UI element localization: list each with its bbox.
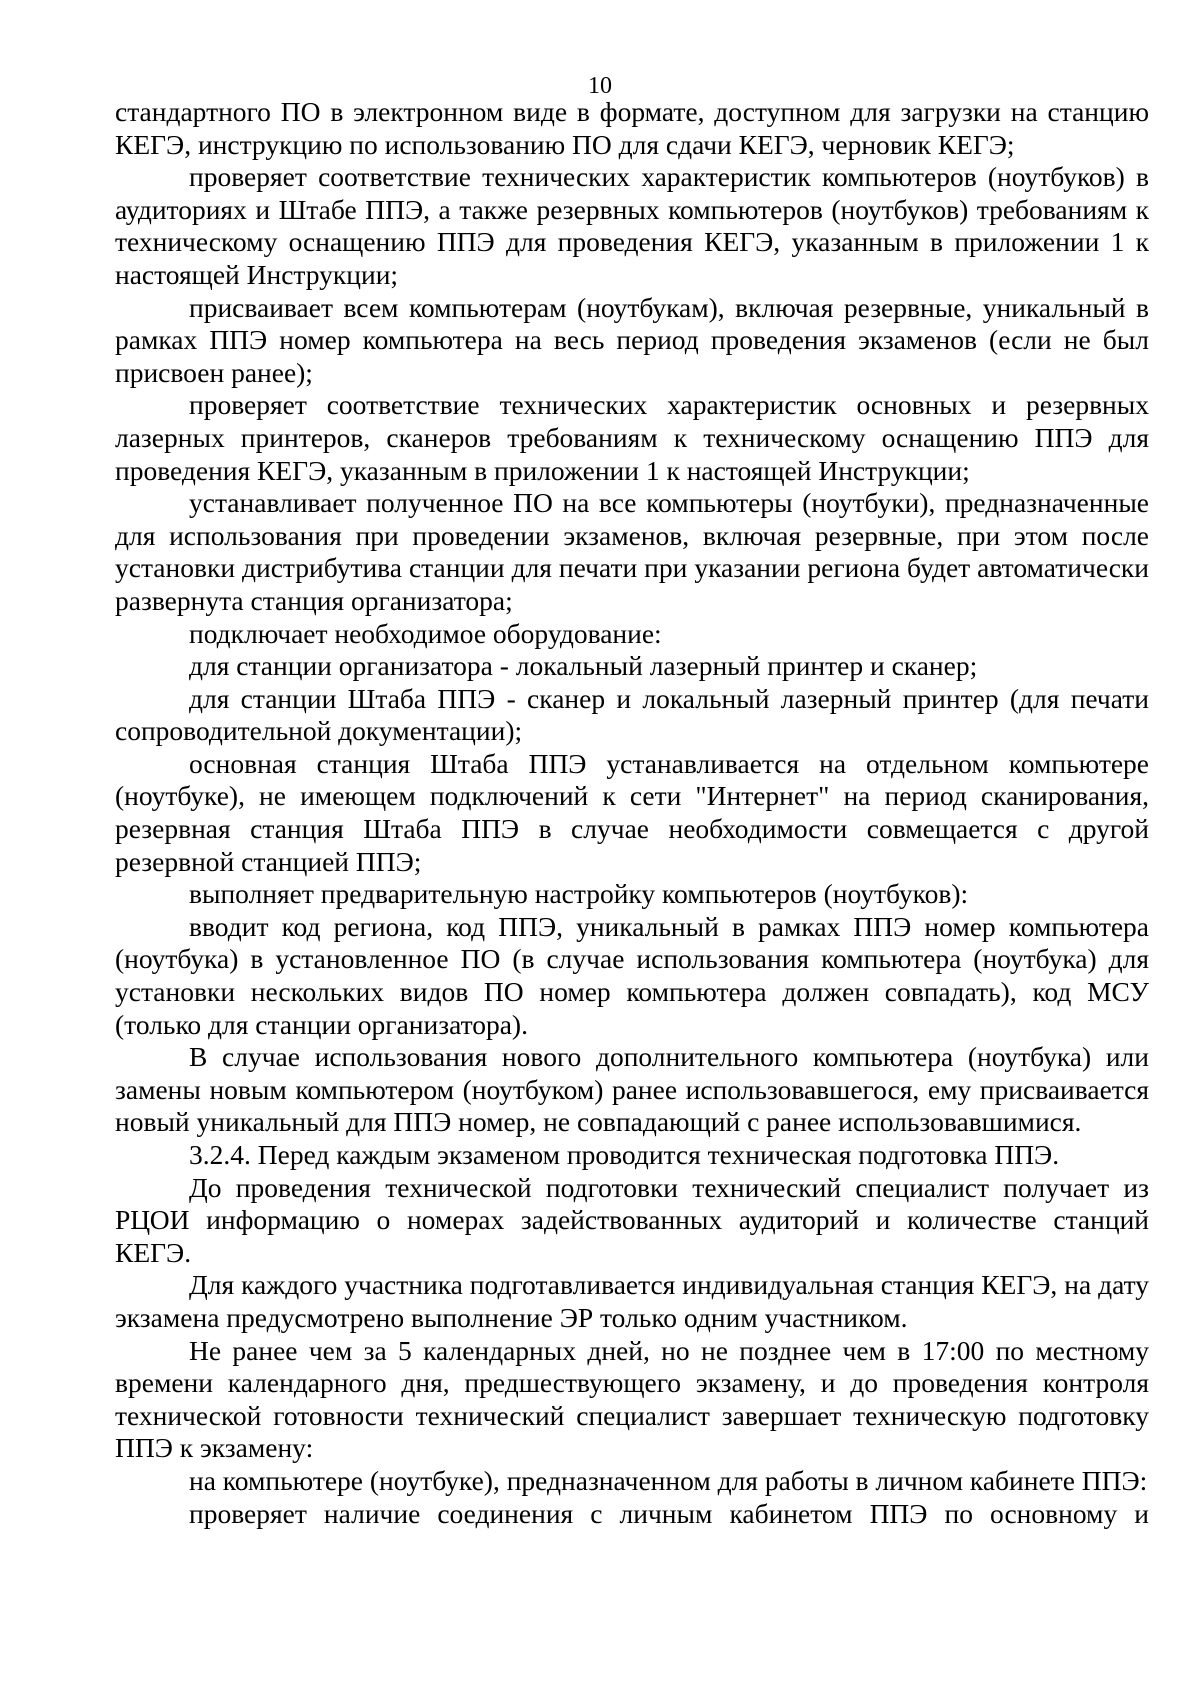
page-number: 10: [588, 73, 612, 99]
paragraph: подключает необходимое оборудование:: [189, 617, 662, 649]
paragraph-continuation: стандартного ПО в электронном виде в формате, доступном для загрузки на станцию КЕГЭ, инструкцию по использованию ПО для сдачи КЕГЭ, черновик КЕГЭ;: [115, 96, 1149, 160]
section-heading-3-2-4: 3.2.4. Перед каждым экзаменом проводится техническая подготовка ППЭ.: [189, 1139, 1060, 1170]
paragraph: присваивает всем компьютерам (ноутбукам), включая резервные, уникальный в рамках ППЭ номер компьютера на весь период проведения экзаменов (если не был присвоен ранее);: [115, 291, 1149, 388]
paragraph: До проведения технической подготовки технический специалист получает из РЦОИ информацию о номерах задействованных аудиторий и количестве станций КЕГЭ.: [115, 1171, 1149, 1268]
paragraph: проверяет соответствие технических характеристик компьютеров (ноутбуков) в аудиториях и Штабе ППЭ, а также резервных компьютеров (ноутбуков) требованиям к техническому оснащению ППЭ для проведения КЕГЭ, указанным в приложении 1 к настоящей Инструкции;: [115, 161, 1149, 290]
document-body: [115, 96, 1149, 1530]
paragraph-truncated: проверяет наличие соединения с личным кабинетом ППЭ по основному и: [189, 1497, 1149, 1529]
paragraph: Не ранее чем за 5 календарных дней, но не позднее чем в 17:00 по местному времени календарного дня, предшествующего экзамену, и до проведения контроля технической готовности технический специалист завершает техническую подготовку ППЭ к экзамену:: [115, 1334, 1149, 1464]
paragraph: В случае использования нового дополнительного компьютера (ноутбука) или замены новым компьютером (ноутбуком) ранее использовавшегося, ему присваивается новый уникальный для ППЭ номер, не совпадающий с ранее использовавшимися.: [115, 1041, 1149, 1138]
paragraph: для станции организатора - локальный лазерный принтер и сканер;: [189, 650, 978, 682]
paragraph: на компьютере (ноутбуке), предназначенном для работы в личном кабинете ППЭ:: [189, 1464, 1148, 1496]
paragraph: основная станция Штаба ППЭ устанавливается на отдельном компьютере (ноутбуке), не имеющем подключений к сети "Интернет" на период сканирования, резервная станция Штаба ППЭ в случае необходимости совмещается с другой резервной станцией ППЭ;: [115, 747, 1149, 877]
paragraph: вводит код региона, код ППЭ, уникальный в рамках ППЭ номер компьютера (ноутбука) в установленное ПО (в случае использования компьютера (ноутбука) для установки нескольких видов ПО номер компьютера должен совпадать), код МСУ (только для станции организатора).: [115, 910, 1149, 1040]
paragraph: выполняет предварительную настройку компьютеров (ноутбуков):: [189, 878, 969, 910]
paragraph: проверяет соответствие технических характеристик основных и резервных лазерных принтеров, сканеров требованиям к техническому оснащению ППЭ для проведения КЕГЭ, указанным в приложении 1 к настоящей Инструкции;: [115, 389, 1149, 486]
paragraph: устанавливает полученное ПО на все компьютеры (ноутбуки), предназначенные для использования при проведении экзаменов, включая резервные, при этом после установки дистрибутива станции для печати при указании региона будет автоматически развернута станция организатора;: [115, 487, 1149, 616]
paragraph: Для каждого участника подготавливается индивидуальная станция КЕГЭ, на дату экзамена предусмотрено выполнение ЭР только одним участником.: [115, 1269, 1149, 1333]
paragraph: для станции Штаба ППЭ - сканер и локальный лазерный принтер (для печати сопроводительной документации);: [115, 682, 1149, 747]
